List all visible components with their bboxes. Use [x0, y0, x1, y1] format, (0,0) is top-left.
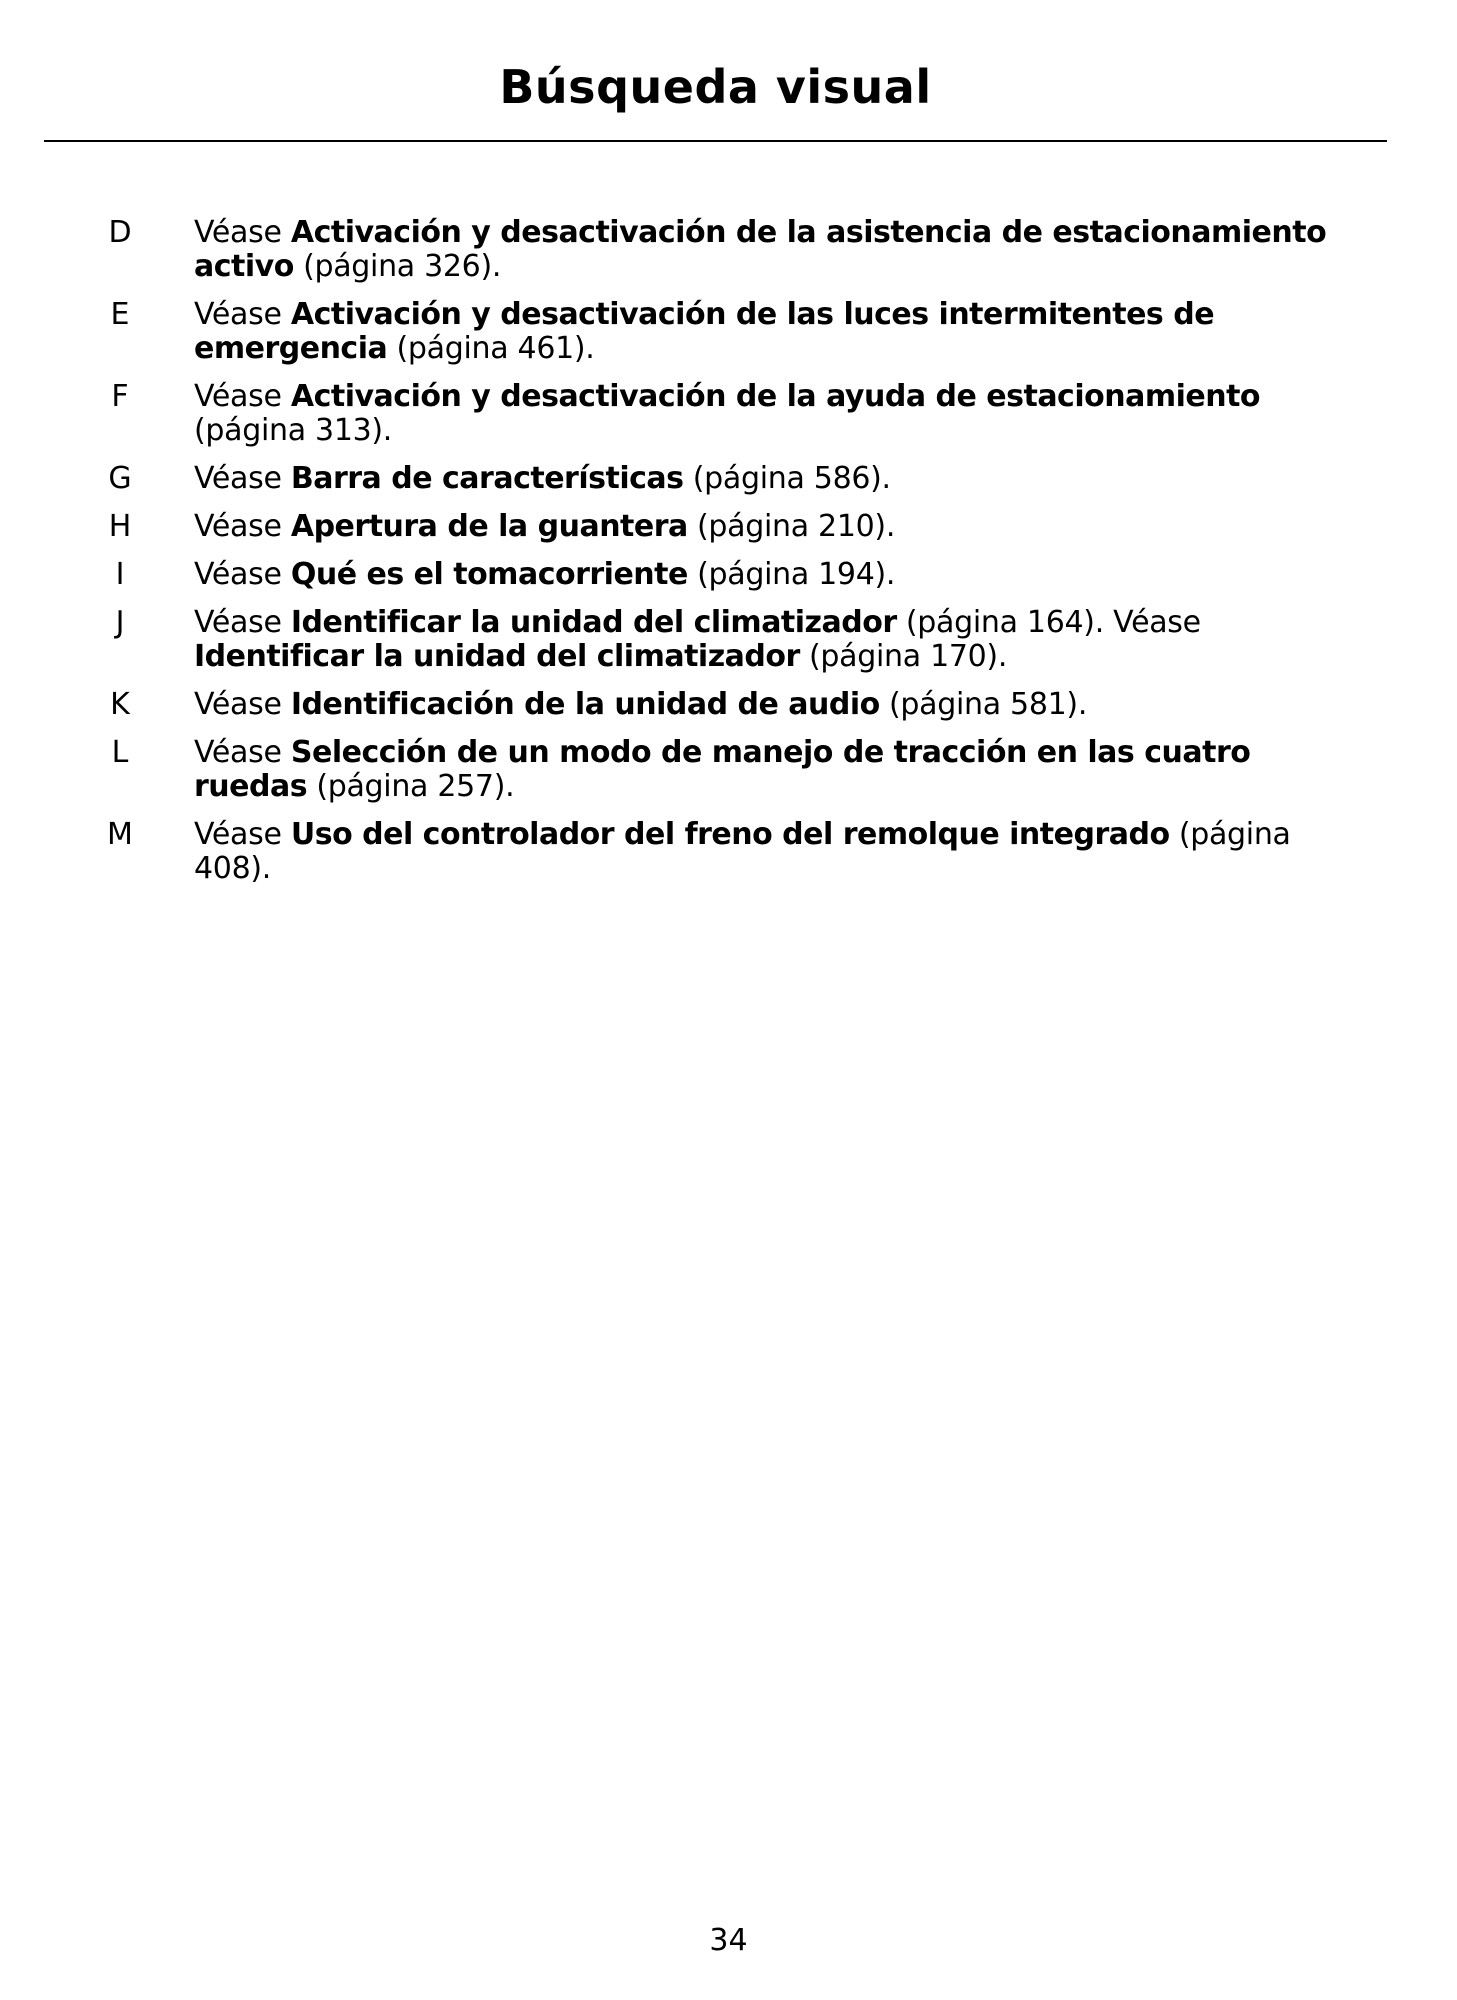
entry-plain-text: (página 170). [799, 639, 1008, 674]
entry-plain-text: Véase [194, 297, 291, 332]
entry-plain-text: (página 408). [194, 817, 1291, 886]
entry-text [194, 736, 1364, 804]
entry-text [194, 216, 1364, 284]
entry-topic: Barra de características [290, 461, 684, 496]
entry-topic: Selección de un modo de manejo de tracción en las cuatro ruedas [194, 735, 1251, 804]
entry-letter: L [111, 735, 129, 770]
entry-plain-text: (página 313). [194, 413, 393, 448]
entry-letter: F [111, 379, 129, 414]
page-title: Búsqueda visual [499, 60, 932, 114]
entry-plain-text: Véase [194, 509, 291, 544]
entry-text [194, 510, 1364, 544]
entry-topic: Identificar la unidad del climatizador [194, 639, 800, 674]
entry-plain-text: Véase [194, 735, 291, 770]
entry-plain-text: Véase [194, 461, 291, 496]
entry-letter: M [107, 817, 133, 852]
reference-entry [0, 216, 1457, 284]
entry-topic: Activación y desactivación de la asistencia de estacionamiento activo [194, 215, 1327, 284]
entry-plain-text: (página 461). [387, 331, 595, 366]
entry-plain-text: (página 194). [687, 557, 896, 592]
entry-letter: E [110, 297, 130, 332]
reference-entry [0, 688, 1457, 722]
entry-text [194, 380, 1364, 448]
entry-plain-text: Véase [194, 817, 291, 852]
reference-entry [0, 558, 1457, 592]
entry-text [194, 298, 1364, 366]
reference-entry [0, 380, 1457, 448]
entry-plain-text: (página 210). [687, 509, 896, 544]
entry-letter: D [108, 215, 132, 250]
entry-text [194, 688, 1364, 722]
entry-plain-text: (página 164). Véase [896, 605, 1201, 640]
entry-plain-text: Véase [194, 687, 291, 722]
reference-entry [0, 298, 1457, 366]
entry-text [194, 558, 1364, 592]
entry-text [194, 818, 1364, 886]
entry-plain-text: Véase [194, 379, 291, 414]
entry-topic: Identificar la unidad del climatizador [290, 605, 897, 640]
reference-list [0, 216, 1457, 900]
entry-plain-text: Véase [194, 557, 291, 592]
reference-entry [0, 462, 1457, 496]
entry-text [194, 462, 1364, 496]
page-number: 34 [709, 1923, 748, 1958]
reference-entry [0, 606, 1457, 674]
page-header [44, 0, 1387, 142]
entry-letter: K [110, 687, 130, 722]
entry-topic: Activación y desactivación de la ayuda de estacionamiento [290, 379, 1261, 414]
entry-topic: Activación y desactivación de las luces intermitentes de emergencia [194, 297, 1215, 366]
entry-plain-text: (página 326). [293, 249, 502, 284]
entry-topic: Uso del controlador del freno del remolque integrado [290, 817, 1170, 852]
entry-topic: Apertura de la guantera [290, 509, 688, 544]
entry-letter: H [108, 509, 132, 544]
reference-entry [0, 818, 1457, 886]
reference-entry [0, 510, 1457, 544]
entry-plain-text: (página 581). [879, 687, 1088, 722]
entry-topic: Qué es el tomacorriente [290, 557, 688, 592]
entry-letter: G [108, 461, 132, 496]
entry-text [194, 606, 1364, 674]
entry-plain-text: Véase [194, 215, 291, 250]
entry-letter: I [115, 557, 125, 592]
entry-topic: Identificación de la unidad de audio [290, 687, 880, 722]
entry-plain-text: (página 586). [683, 461, 891, 496]
entry-plain-text: (página 257). [307, 769, 515, 804]
reference-entry [0, 736, 1457, 804]
entry-letter: J [115, 605, 125, 640]
entry-plain-text: Véase [194, 605, 291, 640]
